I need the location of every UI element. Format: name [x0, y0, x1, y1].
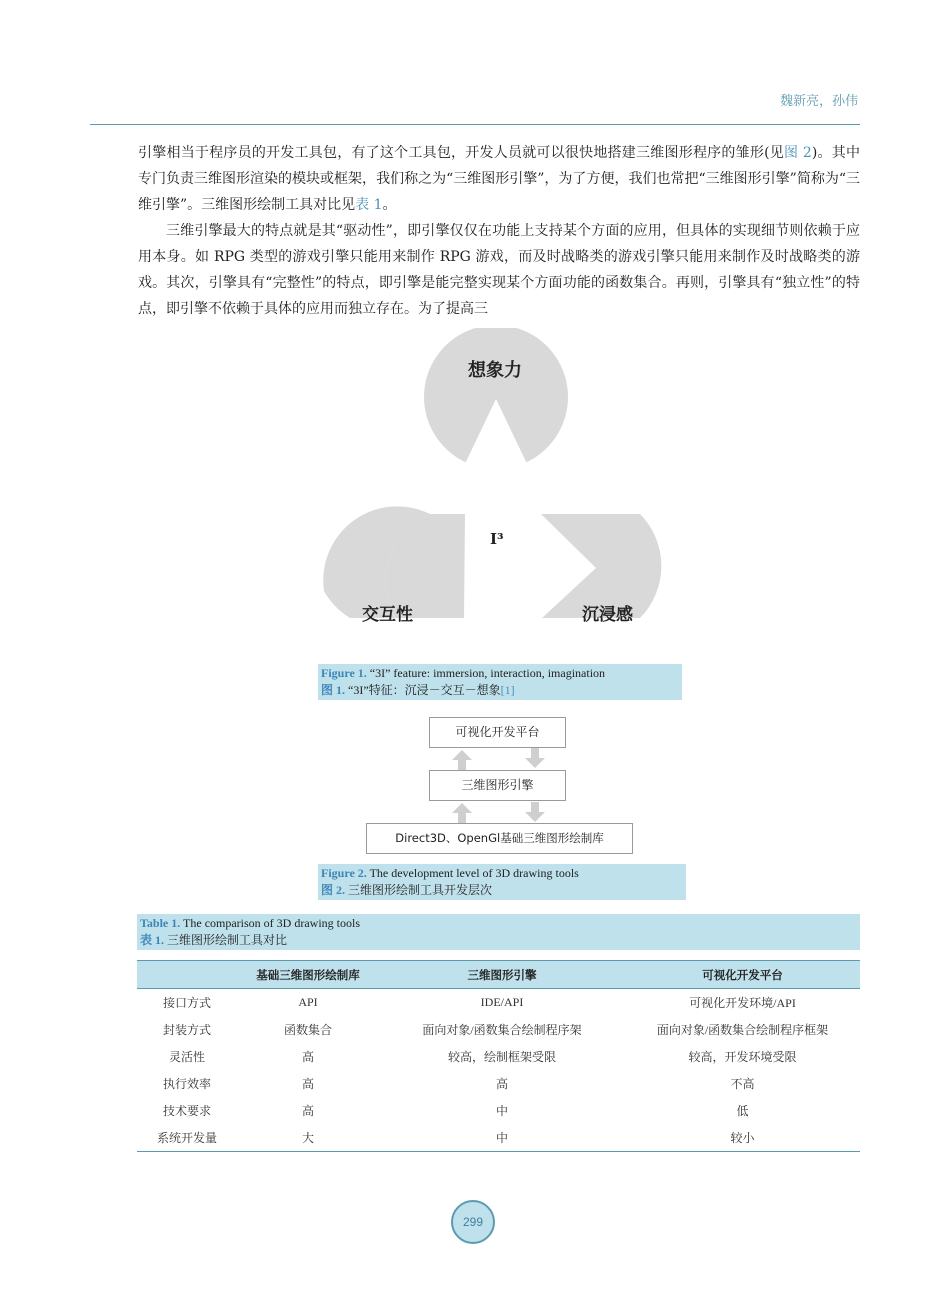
figure-1-zh-tag: 图 1. — [321, 683, 346, 697]
table-cell: 较高，绘制框架受限 — [447, 1050, 556, 1064]
table-1-caption — [137, 914, 860, 950]
arrow-up-1 — [452, 750, 472, 770]
paragraph-2: 三维引擎最大的特点就是其“驱动性”，即引擎仅仅在功能上支持某个方面的应用，但具体的实现细节则依赖于应用本身。如 RPG 类型的游戏引擎只能用来制作 RPG 游戏，而及时战略类的游戏引擎只能用来制作及时战略类的游戏。其次，引擎具有“完整性”的特点，即引擎是能完整实现某个方面功能的函数集合。再则，引擎具有“独立性”的特点，即引擎不依赖于具体的应用而独立存在。为了提高三 — [138, 223, 860, 317]
table-1-zh-tag: 表 1. — [140, 933, 165, 947]
table-row — [137, 1016, 860, 1043]
table-cell: API — [298, 995, 318, 1009]
arrow-down-1 — [525, 748, 545, 768]
label-center-i3: I³ — [490, 530, 504, 548]
table-row — [137, 989, 860, 1017]
page-number-badge — [451, 1200, 495, 1244]
table-cell: 高 — [301, 1104, 314, 1118]
table-cell: IDE/API — [480, 995, 524, 1009]
table-1-link[interactable]: 表 1 — [355, 197, 383, 213]
box-3d-graphics-engine: 三维图形引擎 — [429, 770, 566, 801]
table-cell: 技术要求 — [162, 1104, 211, 1118]
table-cell: 面向对象/函数集合绘制程序架 — [422, 1023, 582, 1037]
paragraph-1-part-c: 。 — [382, 197, 397, 213]
table-cell: 不高 — [730, 1077, 755, 1091]
reference-1-link[interactable]: [1] — [500, 683, 515, 697]
table-cell: 面向对象/函数集合绘制程序框架 — [656, 1023, 829, 1037]
paragraph-1-part-b: )。其中专门负责三维图形渲染的模块或框架，我们称之为“三维图形引擎”，为了方便，我们也常把“三维图形引擎”简称为“三维引擎”。三维图形绘制工具对比见 — [138, 145, 860, 213]
figure-1-diagram — [310, 328, 690, 663]
table-cell: 中 — [379, 1124, 625, 1152]
figure-2-caption — [318, 864, 686, 900]
table-cell: 封装方式 — [162, 1023, 211, 1037]
table-1-zh-text: 三维图形绘制工具对比 — [164, 933, 288, 947]
header-cell-base-library: 基础三维图形绘制库 — [237, 961, 379, 989]
table-row — [137, 1124, 860, 1152]
table-row — [137, 1097, 860, 1124]
table-cell: 低 — [736, 1104, 749, 1118]
figure-2-zh-text: 三维图形绘制工具开发层次 — [345, 883, 493, 897]
box-base-drawing-library: Direct3D、OpenGl基础三维图形绘制库 — [366, 823, 633, 854]
comparison-table — [137, 960, 860, 1152]
table-cell: 系统开发量 — [137, 1124, 237, 1152]
table-cell: 高 — [301, 1077, 314, 1091]
label-imagination: 想象力 — [468, 360, 522, 381]
table-cell: 较小 — [625, 1124, 860, 1152]
table-cell: 灵活性 — [168, 1050, 205, 1064]
figure-1-en-tag: Figure 1. — [321, 666, 367, 680]
paragraph-1-part-a: 引擎相当于程序员的开发工具包，有了这个工具包，开发人员就可以很快地搭建三维图形程序的雏形(见 — [138, 145, 785, 161]
figure-2-en-text: The development level of 3D drawing tools — [366, 866, 579, 880]
header-rule — [90, 124, 860, 125]
table-row — [137, 1070, 860, 1097]
box-visual-dev-platform: 可视化开发平台 — [429, 717, 566, 748]
table-cell: 高 — [495, 1077, 508, 1091]
table-cell: 中 — [495, 1104, 508, 1118]
header-cell-platform: 可视化开发平台 — [625, 961, 860, 989]
figure-1-caption — [318, 664, 682, 700]
table-cell: 接口方式 — [162, 996, 211, 1010]
table-cell: 函数集合 — [283, 1023, 332, 1037]
header-cell-empty — [137, 961, 237, 989]
page-number: 299 — [462, 1215, 484, 1229]
figure-2-arrows — [440, 748, 560, 824]
figure-2-link[interactable]: 图 2 — [784, 145, 812, 161]
arrow-up-2 — [452, 803, 472, 823]
figure-1-en-text: “3I” feature: immersion, interaction, imagination — [366, 666, 606, 680]
table-cell: 执行效率 — [162, 1077, 211, 1091]
header-cell-engine: 三维图形引擎 — [379, 961, 625, 989]
table-cell: 可视化开发环境/API — [689, 996, 796, 1010]
imagination-shape — [424, 328, 568, 462]
label-immersion: 沉浸感 — [582, 605, 633, 625]
table-1-en-text: The comparison of 3D drawing tools — [180, 916, 360, 930]
table-row — [137, 1043, 860, 1070]
table-header-row — [137, 961, 860, 989]
paragraph-1 — [138, 140, 860, 218]
table-cell: 高 — [301, 1050, 314, 1064]
label-interaction: 交互性 — [362, 605, 413, 625]
body-text — [138, 140, 860, 322]
table-cell: 较高，开发环境受限 — [688, 1050, 797, 1064]
running-header-authors: 魏新亮，孙伟 — [779, 94, 858, 109]
table-cell: 大 — [237, 1124, 379, 1152]
figure-2-en-tag: Figure 2. — [321, 866, 367, 880]
table-1-en-tag: Table 1. — [140, 916, 181, 930]
figure-2-zh-tag: 图 2. — [321, 883, 346, 897]
arrow-down-2 — [525, 802, 545, 822]
figure-1-zh-text: “3I”特征：沉浸－交互－想象 — [345, 683, 501, 697]
